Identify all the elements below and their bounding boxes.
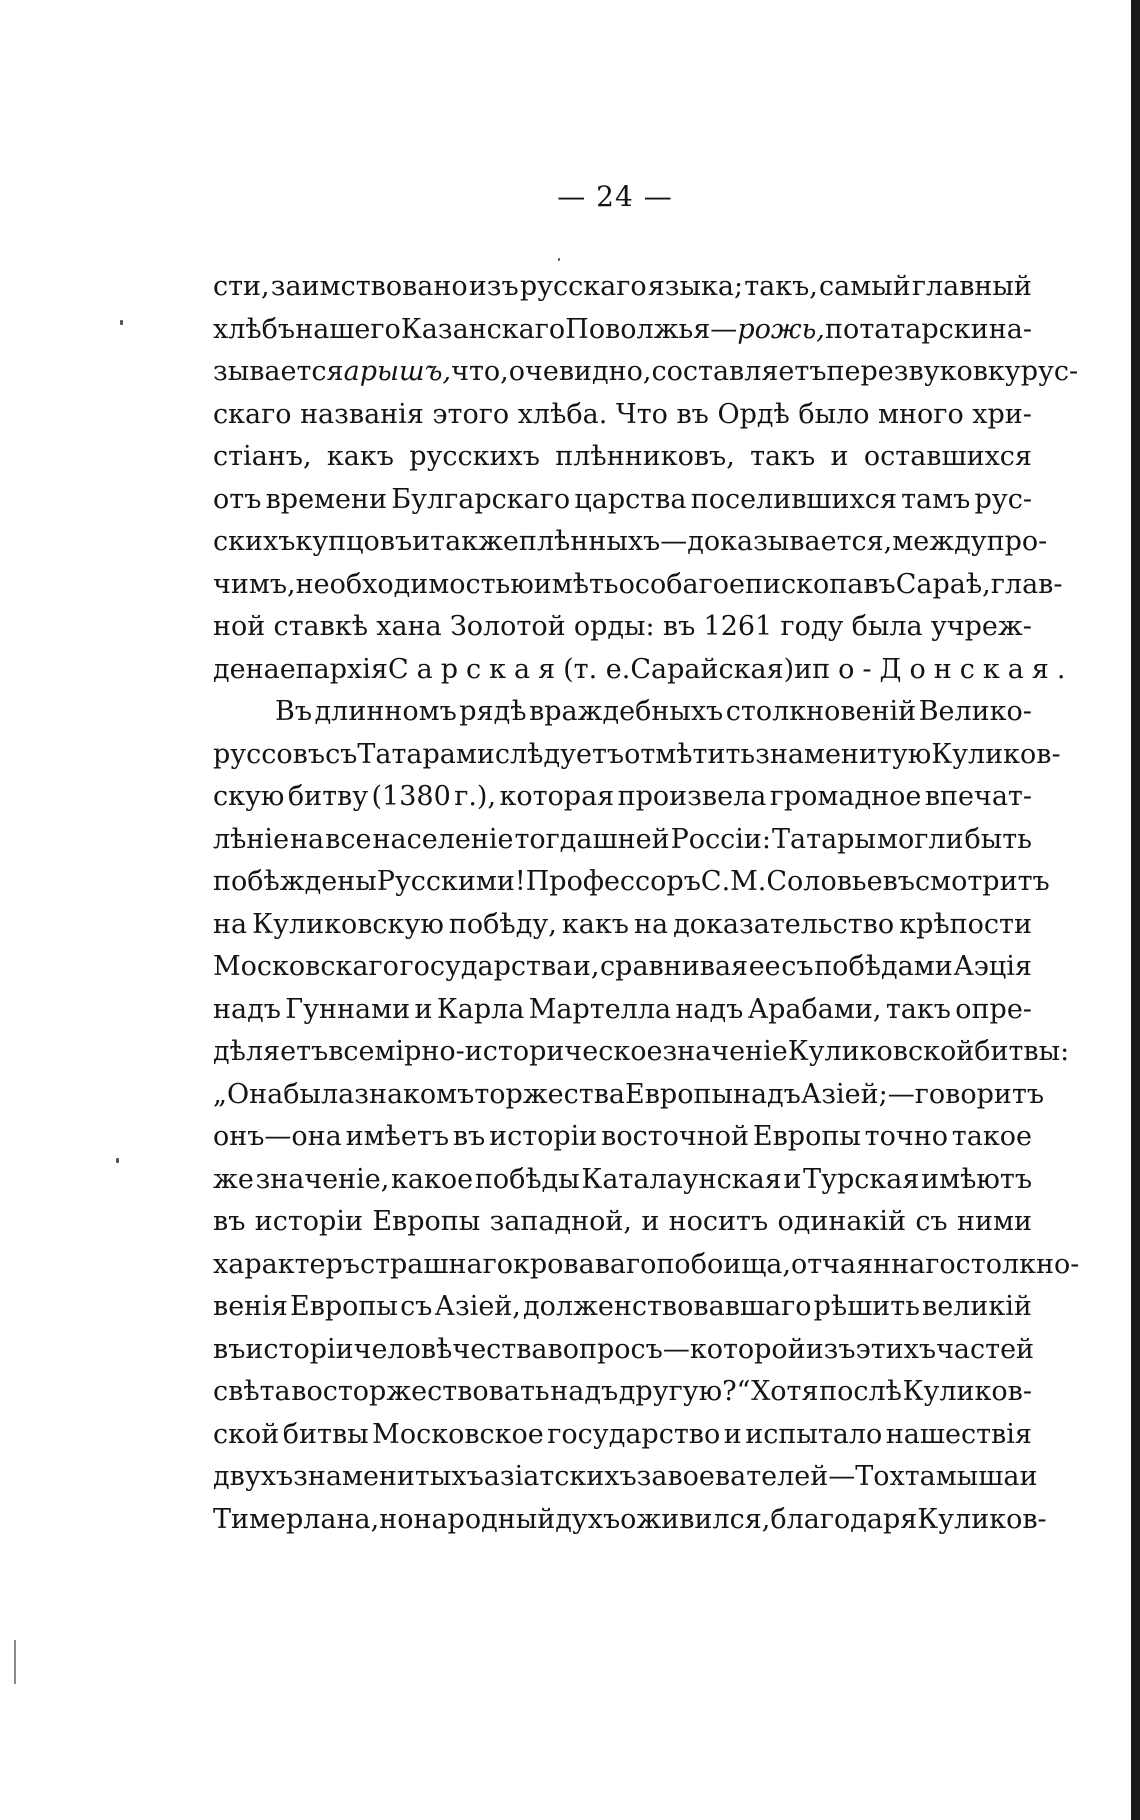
text-line (213, 564, 1063, 607)
word: знакомъ (354, 1078, 475, 1110)
scan-edge-shadow (1131, 0, 1140, 1820)
word: на- (988, 313, 1032, 345)
word: Профессоръ (525, 866, 701, 897)
text-line (213, 1286, 1032, 1329)
word: государства (399, 951, 573, 982)
word: что, (451, 356, 509, 387)
page-number: — 24 — (557, 180, 673, 213)
text-line (213, 1031, 1070, 1074)
word: хана (376, 611, 442, 642)
word: про- (986, 526, 1048, 557)
word: опре- (955, 993, 1032, 1025)
word: отмѣтить (624, 738, 756, 770)
text-line (213, 946, 1032, 989)
word: скую (213, 781, 285, 812)
text-line (213, 1329, 1035, 1372)
word: населеніе (372, 823, 514, 855)
word: между (892, 526, 987, 557)
word: частей (936, 1333, 1035, 1365)
word: Велико- (918, 696, 1032, 727)
word: торжества (474, 1078, 626, 1110)
word: Аэція (953, 951, 1032, 982)
word: знаменитую (755, 738, 932, 770)
word: ной (213, 611, 266, 642)
scan-speck (116, 1158, 119, 1163)
word: изъ (468, 271, 519, 302)
word: Булгарскаго (391, 483, 571, 515)
word: и (1019, 1461, 1038, 1492)
word: доказательство (673, 908, 895, 940)
text-line (213, 521, 1048, 564)
word: хлѣбъ (213, 313, 296, 345)
word: и (723, 1418, 742, 1450)
word: битвы (282, 1418, 369, 1450)
word: сравнивая (600, 951, 749, 982)
word: битвы: (974, 1036, 1070, 1067)
word: рожь, (737, 313, 825, 345)
word: татарски (859, 313, 989, 345)
word: надъ (732, 1078, 801, 1110)
word: Куликовскую (252, 908, 444, 940)
word: произвела (617, 781, 767, 812)
word: восточной (601, 1121, 750, 1152)
word: вопросъ—которой (547, 1333, 806, 1365)
word: такъ, (744, 271, 818, 302)
word: въ (863, 568, 896, 600)
word: епископа (729, 568, 864, 600)
word: названія (300, 398, 424, 430)
text-line (213, 266, 1032, 309)
word: плѣнниковъ, (555, 441, 735, 472)
text-line (213, 776, 1032, 819)
word: въ (213, 1333, 246, 1365)
word: времени (265, 483, 388, 515)
word: Татары (772, 823, 876, 855)
word: рус- (1020, 356, 1079, 387)
word: тогдашней (514, 823, 670, 855)
word: надъ (675, 993, 744, 1025)
text-line (213, 436, 1032, 479)
word: быть (964, 823, 1032, 855)
word: же (213, 1163, 254, 1195)
word: Куликов- (902, 1376, 1032, 1407)
word: и (412, 526, 431, 557)
word: страшнаго (359, 1248, 514, 1280)
word: великій (922, 1291, 1032, 1322)
word: Московскаго (213, 951, 399, 982)
word: русскихъ (409, 441, 540, 472)
word: духъ (555, 1503, 621, 1535)
word: оживился, (620, 1503, 771, 1535)
word: исторіи (245, 1333, 354, 1365)
word: нашествія (885, 1418, 1032, 1450)
word: въ (676, 398, 709, 430)
word: имѣетъ (345, 1121, 449, 1152)
word: восторжествовать (291, 1376, 550, 1407)
word: Куликов- (931, 738, 1061, 770)
word: 1261 (703, 611, 773, 642)
word: также (430, 526, 519, 557)
word: все (325, 823, 372, 855)
text-line (213, 606, 1032, 649)
word: очевидно, (508, 356, 652, 387)
word: ской (213, 1418, 280, 1450)
word: была (851, 611, 923, 642)
text-line (213, 989, 1032, 1032)
text-line (213, 479, 1032, 522)
word: руссовъ (213, 738, 326, 770)
word: заимствовано (270, 271, 468, 302)
text-line (213, 904, 1032, 947)
word: хри- (972, 398, 1032, 430)
word: арышъ, (343, 356, 452, 387)
word: орды: (573, 611, 655, 642)
word: (т. е. (563, 653, 631, 685)
word: рус- (974, 483, 1032, 515)
word: Московское (372, 1418, 544, 1450)
word: побѣждены (213, 866, 377, 897)
word: точно (864, 1121, 948, 1152)
word: и (830, 441, 849, 472)
word: поселившихся (690, 483, 897, 515)
word: Европы (625, 1078, 733, 1110)
word: сти, (213, 271, 270, 302)
word: государство (547, 1418, 721, 1450)
scan-speck (120, 320, 123, 325)
word: въ (662, 611, 696, 642)
word: глав- (990, 568, 1063, 600)
word: рѣшить (813, 1291, 920, 1322)
word: Сарайская) (630, 653, 795, 685)
word: онъ—она (213, 1121, 342, 1152)
word: М. (730, 866, 767, 897)
word: благодаря (770, 1503, 918, 1535)
word: послѣ (819, 1376, 902, 1407)
word: Европы (752, 1121, 861, 1152)
word: Тимерлана, (213, 1503, 380, 1535)
word: которая (499, 781, 615, 812)
word: какъ (561, 908, 629, 940)
word: значеніе, (255, 1163, 390, 1195)
word: какъ (326, 441, 394, 472)
word: Соловьевъ (766, 866, 915, 897)
word: лѣніе (213, 823, 290, 855)
scan-speck (558, 258, 560, 261)
word: западной, (489, 1206, 632, 1237)
word: одинакій (777, 1206, 906, 1237)
word: и (794, 653, 813, 685)
word: побѣдами (814, 951, 953, 982)
word: тамъ (901, 483, 971, 515)
word: дѣляетъ (213, 1036, 329, 1067)
word: епархія (279, 653, 388, 685)
word: впечат- (924, 781, 1032, 812)
word: скихъ (213, 526, 296, 557)
word: царства (574, 483, 687, 515)
word: слѣдуетъ (494, 738, 625, 770)
word: русскаго (519, 271, 647, 302)
word: Въ (275, 696, 313, 727)
word: было (798, 398, 870, 430)
word: Сарская (387, 653, 564, 685)
text-line (213, 1371, 1032, 1414)
text-line (213, 1456, 1038, 1499)
word: купцовъ (295, 526, 413, 557)
word: завоевателей—Тохтамыша (636, 1461, 1020, 1492)
word: особаго (618, 568, 730, 600)
word: азіатскихъ (483, 1461, 637, 1492)
word: Азіей, (434, 1291, 521, 1322)
word: много (878, 398, 964, 430)
word: громадное (769, 781, 922, 812)
text-line (213, 819, 1032, 862)
word: Что (615, 398, 668, 430)
word: этого (432, 398, 510, 430)
word: Куликовской (787, 1036, 975, 1067)
word: Турская (803, 1163, 920, 1195)
word: на (290, 823, 325, 855)
word: самый (818, 271, 911, 302)
word: такое (951, 1121, 1032, 1152)
word: и (414, 993, 433, 1025)
word: значеніе (662, 1036, 788, 1067)
word: съ (915, 1206, 948, 1237)
word: другую?“ (618, 1376, 751, 1407)
word: Куликов- (917, 1503, 1047, 1535)
word: столкно- (955, 1248, 1080, 1280)
word: Европы (289, 1291, 398, 1322)
word: съ (325, 738, 358, 770)
word: Россіи: (670, 823, 772, 855)
word: ее (748, 951, 781, 982)
word: всемірно-историческое (328, 1036, 663, 1067)
word: плѣнныхъ—доказывается, (518, 526, 893, 557)
word: необходимостью (295, 568, 534, 600)
word: въ (213, 1206, 246, 1237)
text-line (213, 1116, 1032, 1159)
text-line (213, 1074, 1044, 1117)
word: была (283, 1078, 355, 1110)
word: Мартелла (528, 993, 672, 1025)
word: надъ (550, 1376, 619, 1407)
word: Русскими! (376, 866, 526, 897)
word: „Она (213, 1078, 284, 1110)
word: Европы (372, 1206, 481, 1237)
word: имѣть (533, 568, 619, 600)
word: двухъ (213, 1461, 294, 1492)
text-line (213, 1201, 1032, 1244)
word: съ (400, 1291, 433, 1322)
text-line (213, 1414, 1032, 1457)
word: ними (956, 1206, 1032, 1237)
word: знаменитыхъ (293, 1461, 484, 1492)
word: нашего (295, 313, 401, 345)
word: крѣпости (899, 908, 1032, 940)
word: побѣду, (448, 908, 557, 940)
word: Поволжья— (565, 313, 738, 345)
word: въ (452, 1121, 486, 1152)
word: учреж- (930, 611, 1032, 642)
word: составляетъ (651, 356, 827, 387)
word: отъ (213, 483, 262, 515)
word: по (824, 313, 860, 345)
word: С. (700, 866, 731, 897)
word: г.), (454, 781, 497, 812)
word: съ (781, 951, 814, 982)
word: столкновеній (725, 696, 917, 727)
word: враждебныхъ (529, 696, 724, 727)
word: Казанскаго (400, 313, 566, 345)
word: Татарами (357, 738, 495, 770)
word: зывается (213, 356, 344, 387)
word: на (213, 908, 248, 940)
word: изъ (805, 1333, 856, 1365)
word: побоища, (656, 1248, 791, 1280)
word: исторіи (489, 1121, 598, 1152)
word: и, (572, 951, 600, 982)
word: рядѣ (459, 696, 527, 727)
text-line (213, 861, 1050, 904)
word: имѣютъ (921, 1163, 1032, 1195)
word: какое (391, 1163, 474, 1195)
text-line (213, 649, 1074, 692)
word: надъ (213, 993, 281, 1025)
word: свѣта (213, 1376, 291, 1407)
word: такъ (885, 993, 951, 1025)
word: могли (876, 823, 964, 855)
text-line (213, 1499, 1047, 1542)
text-line (213, 734, 1061, 777)
word: венія (213, 1291, 288, 1322)
word: этихъ (855, 1333, 937, 1365)
word: Каталаунская (581, 1163, 782, 1195)
word: главный (911, 271, 1032, 302)
text-line (213, 309, 1032, 352)
word: ставкѣ (273, 611, 369, 642)
word: длинномъ (314, 696, 457, 727)
word: носитъ (668, 1206, 769, 1237)
word: отчаяннаго (790, 1248, 956, 1280)
word: Карла (436, 993, 525, 1025)
word: перезвуковку (826, 356, 1021, 387)
word: Золотой (449, 611, 566, 642)
text-line (213, 1244, 1080, 1287)
word: долженствовавшаго (523, 1291, 812, 1322)
word: Арабами, (747, 993, 882, 1025)
word: народный (413, 1503, 556, 1535)
word: Азіей;—говоритъ (800, 1078, 1044, 1110)
body-text (213, 266, 1080, 1541)
word: Ордѣ (717, 398, 790, 430)
word: характеръ (213, 1248, 360, 1280)
word: на (633, 908, 669, 940)
word: испытало (745, 1418, 883, 1450)
word: такъ (750, 441, 816, 472)
word: битву (287, 781, 369, 812)
word: языка; (647, 271, 744, 302)
word: кроваваго (513, 1248, 657, 1280)
word: смотритъ (914, 866, 1050, 897)
word: и (641, 1206, 660, 1237)
word: человѣчества (353, 1333, 548, 1365)
word: чимъ, (213, 568, 296, 600)
word: стіанъ, (213, 441, 312, 472)
word: Сараѣ, (895, 568, 991, 600)
text-line (213, 1159, 1032, 1202)
word: побѣды (474, 1163, 580, 1195)
word: Гуннами (285, 993, 411, 1025)
word: и (783, 1163, 802, 1195)
word: скаго (213, 398, 292, 430)
word: хлѣба. (517, 398, 608, 430)
word: исторіи (254, 1206, 363, 1237)
word: по-Донская. (812, 653, 1074, 685)
text-line (213, 394, 1032, 437)
word: году (780, 611, 844, 642)
word: (1380 (371, 781, 451, 812)
word: Хотя (751, 1376, 819, 1407)
word: оставшихся (863, 441, 1032, 472)
scan-margin-mark (14, 1640, 16, 1684)
word: но (379, 1503, 414, 1535)
word: дена (213, 653, 280, 685)
text-line (213, 691, 1032, 734)
text-line (213, 351, 1079, 394)
